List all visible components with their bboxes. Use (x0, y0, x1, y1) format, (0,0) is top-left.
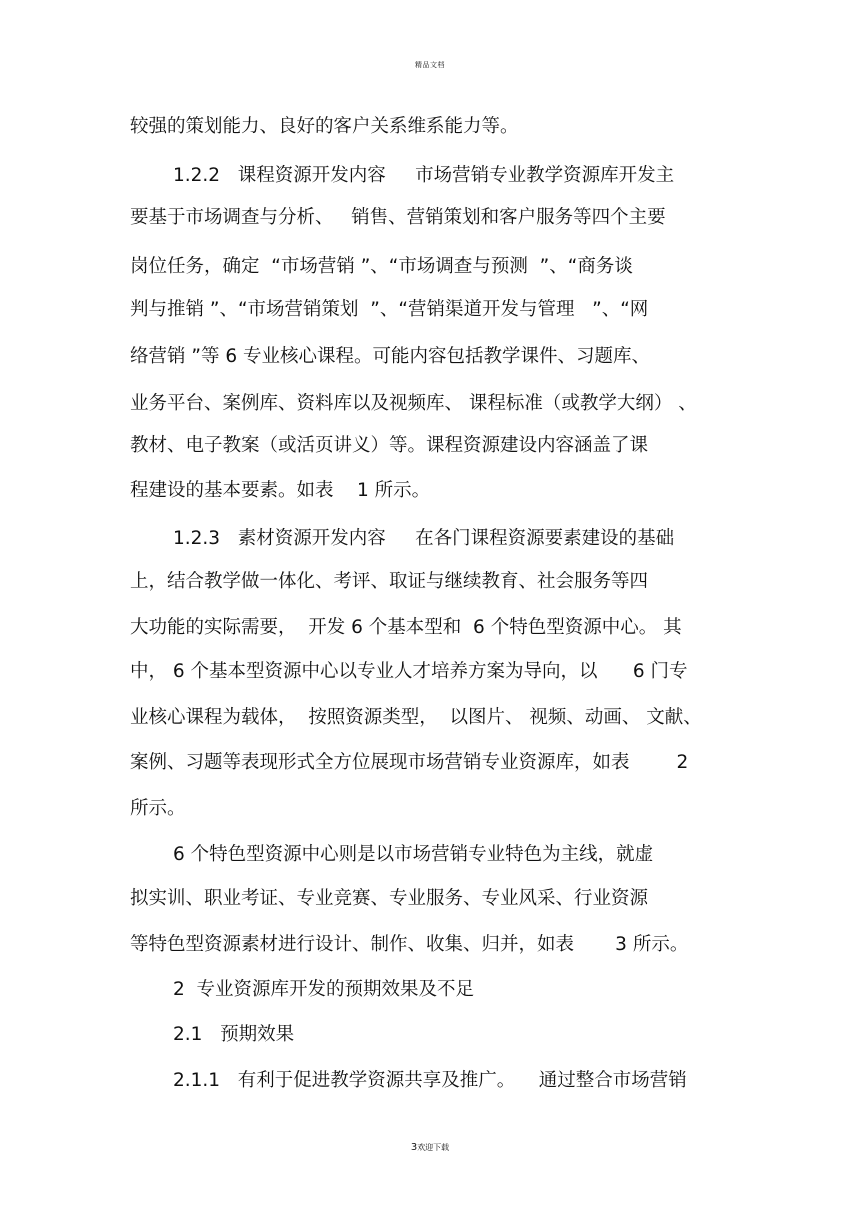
text-line: 2.1.1 有利于促进教学资源共享及推广。 通过整合市场营销 (173, 1070, 687, 1091)
text-line: 教材、电子教案（或活页讲义）等。课程资源建设内容涵盖了课 (130, 435, 649, 456)
page-number: 3 (410, 1142, 418, 1153)
text-line: 判与推销 ”、“市场营销策划 ”、“营销渠道开发与管理 ”、“网 (130, 299, 649, 320)
page-header: 精品文档 (415, 61, 445, 69)
text-line: 络营销 ”等 6 专业核心课程。可能内容包括教学课件、习题库、 (130, 346, 650, 367)
text-line: 1.2.2 课程资源开发内容 市场营销专业教学资源库开发主 (173, 165, 675, 186)
text-line: 业务平台、案例库、资料库以及视频库、 课程标准（或教学大纲） 、 (130, 393, 697, 414)
text-line: 要基于市场调查与分析、 销售、营销策划和客户服务等四个主要 (130, 207, 666, 228)
text-line: 较强的策划能力、良好的客户关系维系能力等。 (130, 116, 519, 137)
text-line: 所示。 (130, 798, 186, 819)
text-line: 6 个特色型资源中心则是以市场营销专业特色为主线，就虚 (173, 844, 654, 865)
text-line: 1.2.3 素材资源开发内容 在各门课程资源要素建设的基础 (173, 528, 675, 549)
text-line: 岗位任务，确定 “市场营销 ”、“市场调查与预测 ”、“商务谈 (130, 256, 633, 277)
text-line: 案例、习题等表现形式全方位展现市场营销专业资源库，如表 2 (130, 752, 689, 773)
footer-label: 欢迎下载 (417, 1143, 450, 1152)
text-line: 大功能的实际需要， 开发 6 个基本型和 6 个特色型资源中心。 其 (130, 617, 682, 638)
section-heading: 2 专业资源库开发的预期效果及不足 (173, 979, 475, 1000)
text-line: 程建设的基本要素。如表 1 所示。 (130, 480, 431, 501)
page-footer (0, 1142, 860, 1153)
text-line: 上，结合教学做一体化、考评、取证与继续教育、社会服务等四 (130, 571, 649, 592)
text-line: 中， 6 个基本型资源中心以专业人才培养方案为导向，以 6 门专 (130, 661, 688, 682)
text-line: 等特色型资源素材进行设计、制作、收集、归并，如表 3 所示。 (130, 934, 689, 955)
subsection-heading: 2.1 预期效果 (173, 1024, 295, 1045)
text-line: 业核心课程为载体， 按照资源类型， 以图片、 视频、动画、 文献、 (130, 707, 702, 728)
text-line: 拟实训、职业考证、专业竞赛、专业服务、专业风采、行业资源 (130, 888, 649, 909)
